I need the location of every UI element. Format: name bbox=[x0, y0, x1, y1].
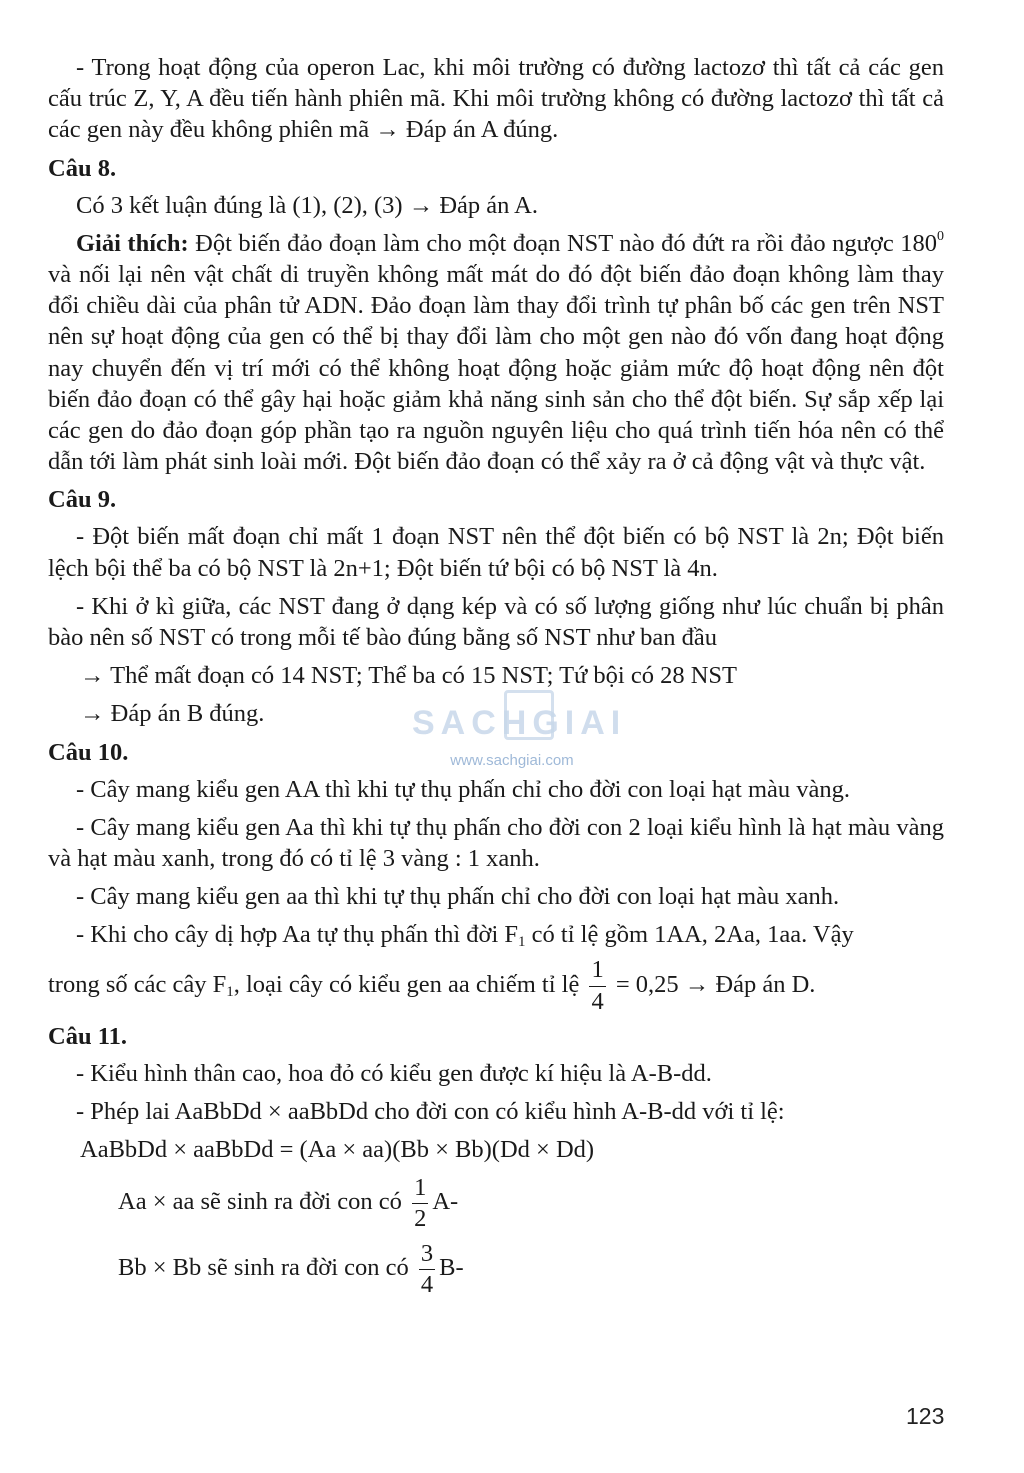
question-8-explanation bbox=[48, 228, 944, 478]
explanation-label: Giải thích: bbox=[76, 229, 189, 257]
f1-subscript: 1 bbox=[518, 934, 526, 951]
q11-line-bb-genotype: B- bbox=[439, 1254, 464, 1282]
question-8-title: Câu 8. bbox=[48, 154, 117, 182]
question-11-paragraph-1: - Kiểu hình thân cao, hoa đỏ có kiểu gen được kí hiệu là A-B-dd. bbox=[76, 1059, 712, 1087]
question-9-paragraph-2: - Khi ở kì giữa, các NST đang ở dạng kép và có số lượng giống như lúc chuẩn bị phân bào nên số NST có trong mỗi tế bào đúng bằng số NST như ban đầu bbox=[48, 592, 944, 652]
question-9-result: → Thể mất đoạn có 14 NST; Thể ba có 15 NST; Tứ bội có 28 NST bbox=[80, 662, 738, 690]
question-9-answer: → Đáp án B đúng. bbox=[80, 700, 265, 728]
q10-p5-text-a: trong số các cây F bbox=[48, 970, 227, 998]
fraction-denominator: 4 bbox=[591, 987, 604, 1015]
question-8-answer: Có 3 kết luận đúng là (1), (2), (3) → Đáp án A. bbox=[76, 191, 538, 219]
fraction-three-quarters bbox=[419, 1239, 435, 1299]
question-11-paragraph-2: - Phép lai AaBbDd × aaBbDd cho đời con có kiểu hình A-B-dd với tỉ lệ: bbox=[76, 1097, 785, 1125]
question-10-paragraph-1: - Cây mang kiểu gen AA thì khi tự thụ phấn chỉ cho đời con loại hạt màu vàng. bbox=[76, 775, 851, 803]
watermark-url: www.sachgiai.com bbox=[450, 752, 574, 769]
explanation-text-b: và nối lại nên vật chất di truyền không mất mát do đó đột biến đảo đoạn không làm thay đổi chiều dài của phân tử ADN. Đảo đoạn làm thay đổi trình tự phân bố các gen trên NST nên sự hoạt động của gen có thể bị thay đổi làm cho một gen nào đó vốn đang hoạt động nay chuyển đến vị trí mới có thể không hoạt động hoặc giảm mức độ hoạt động nên đột biến đảo đoạn có thể gây hại hoặc giảm khả năng sinh sản cho thể đột biến. Sự sắp xếp lại các gen do đảo đoạn góp phần tạo ra nguồn nguyên liệu cho quá trình tiến hóa nên có thể dẫn tới làm phát sinh loài mới. Đột biến đảo đoạn có thể xảy ra ở cả động vật và thực vật. bbox=[48, 261, 944, 476]
question-11-line-bb bbox=[48, 1238, 944, 1298]
fraction-denominator: 2 bbox=[414, 1205, 427, 1233]
degree-superscript: 0 bbox=[937, 228, 944, 244]
watermark-text: SACHGIAI bbox=[412, 704, 627, 742]
question-11-cross-expansion: AaBbDd × aaBbDd = (Aa × aa)(Bb × Bb)(Dd × Dd) bbox=[80, 1136, 595, 1164]
question-9-paragraph-1: - Đột biến mất đoạn chỉ mất 1 đoạn NST nên thể đột biến có bộ NST là 2n; Đột biến lệch bội thể ba có bộ NST là 2n+1; Đột biến tứ bội có bộ NST là 4n. bbox=[48, 523, 944, 582]
fraction-one-quarter bbox=[589, 958, 605, 1014]
fraction-denominator: 4 bbox=[420, 1271, 434, 1299]
question-10-title: Câu 10. bbox=[48, 738, 129, 766]
question-11-title: Câu 11. bbox=[48, 1022, 127, 1050]
q10-p5-text-b: , loại cây có kiểu gen aa chiếm tỉ lệ bbox=[233, 970, 580, 998]
q10-p4-text-b: có tỉ lệ gồm 1AA, 2Aa, 1aa. Vậy bbox=[525, 921, 854, 949]
q11-line-aa-genotype: A- bbox=[432, 1188, 459, 1216]
q11-line-bb-text: Bb × Bb sẽ sinh ra đời con có bbox=[118, 1254, 409, 1282]
q11-line-aa-text: Aa × aa sẽ sinh ra đời con có bbox=[118, 1188, 402, 1216]
question-10-paragraph-2: - Cây mang kiểu gen Aa thì khi tự thụ phấn cho đời con 2 loại kiểu hình là hạt màu vàng và hạt màu xanh, trong đó có tỉ lệ 3 vàng : 1 xanh. bbox=[48, 813, 944, 873]
fraction-numerator: 1 bbox=[589, 958, 605, 987]
question-10-paragraph-3: - Cây mang kiểu gen aa thì khi tự thụ phấn chỉ cho đời con loại hạt màu xanh. bbox=[76, 883, 840, 911]
q10-p5-text-c: = 0,25 → Đáp án D. bbox=[615, 970, 816, 998]
fraction-numerator: 3 bbox=[419, 1242, 435, 1271]
intro-paragraph: - Trong hoạt động của operon Lac, khi môi trường có đường lactozơ thì tất cả các gen cấu trúc Z, Y, A đều tiến hành phiên mã. Khi môi trường không có đường lactozơ thì tất cả các gen này đều không phiên mã → Đáp án A đúng. bbox=[48, 54, 944, 144]
question-10-paragraph-4 bbox=[48, 919, 944, 950]
page-number: 123 bbox=[906, 1403, 945, 1429]
question-9-title: Câu 9. bbox=[48, 486, 117, 514]
page-content bbox=[48, 52, 944, 1304]
fraction-numerator: 1 bbox=[412, 1176, 428, 1205]
question-11-line-aa bbox=[48, 1172, 944, 1232]
question-10-paragraph-5 bbox=[48, 955, 944, 1015]
q10-p4-text-a: - Khi cho cây dị hợp Aa tự thụ phấn thì đời F bbox=[76, 921, 519, 949]
explanation-text-a: Đột biến đảo đoạn làm cho một đoạn NST nào đó đứt ra rồi đảo ngược 180 bbox=[188, 229, 937, 257]
f1-subscript: 1 bbox=[226, 983, 234, 1000]
fraction-one-half bbox=[412, 1173, 428, 1233]
